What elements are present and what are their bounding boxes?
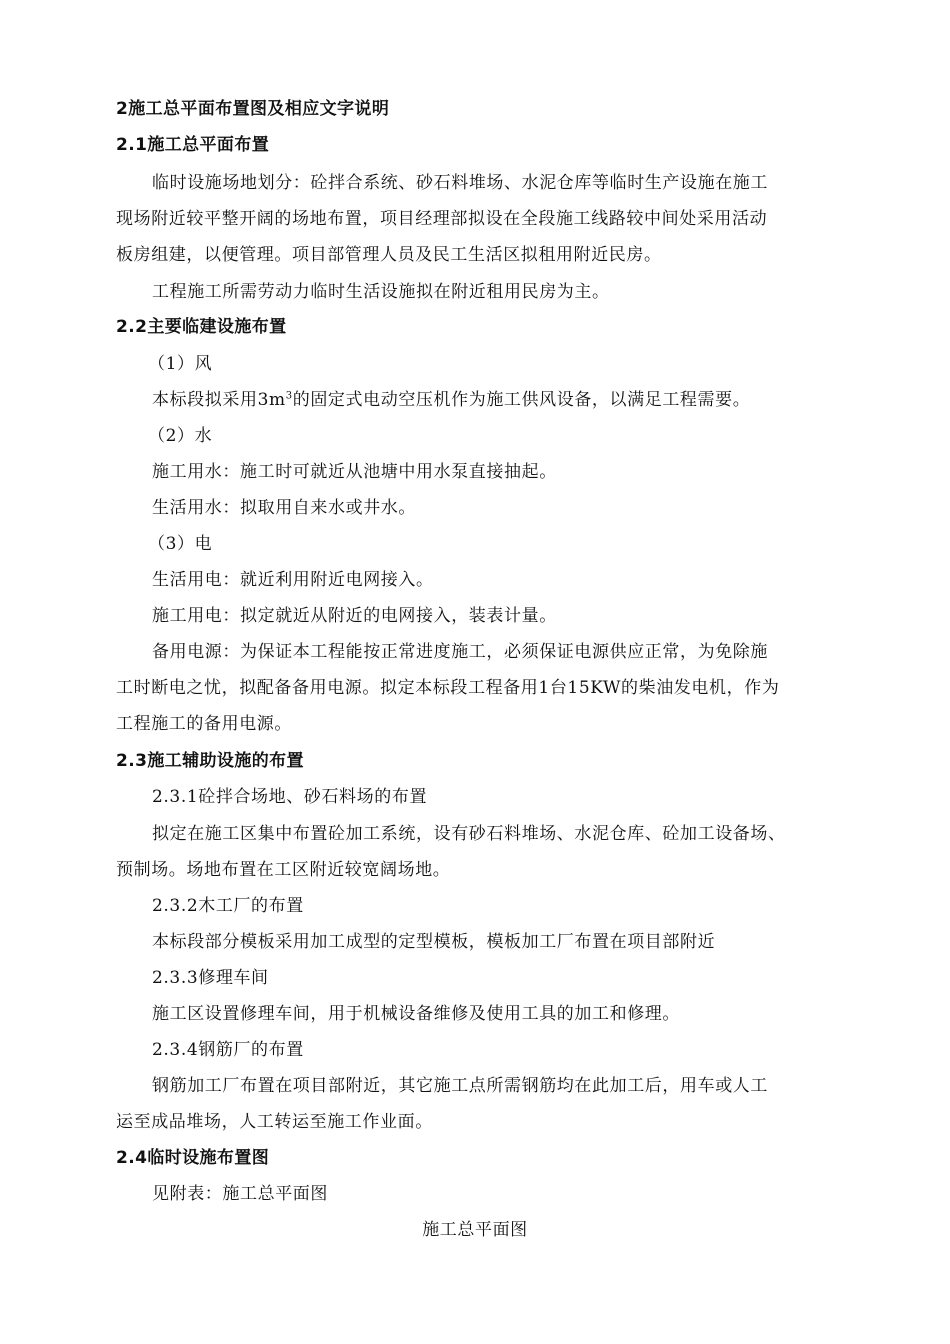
paragraph-line: 工程施工的备用电源。	[116, 714, 292, 734]
paragraph-line: 钢筋加工厂布置在项目部附近，其它施工点所需钢筋均在此加工后，用车或人工	[152, 1076, 768, 1096]
paragraph-line: 拟定在施工区集中布置砼加工系统，设有砂石料堆场、水泥仓库、砼加工设备场、	[152, 824, 786, 844]
subsection-heading: 2.3.4钢筋厂的布置	[152, 1040, 304, 1060]
paragraph-line: 预制场。场地布置在工区附近较宽阔场地。	[116, 860, 451, 880]
paragraph-line: 生活用电：就近利用附近电网接入。	[152, 570, 434, 590]
paragraph-line: 施工区设置修理车间，用于机械设备维修及使用工具的加工和修理。	[152, 1004, 680, 1024]
wind-text-pre: 本标段拟采用3m	[152, 390, 286, 410]
subsection-heading: 2.3.2木工厂的布置	[152, 896, 304, 916]
section-heading-2-1: 2.1施工总平面布置	[116, 135, 270, 155]
paragraph-line: 见附表：施工总平面图	[152, 1184, 328, 1204]
document-title: 2施工总平面布置图及相应文字说明	[116, 99, 390, 119]
subsection-heading: 2.3.3修理车间	[152, 968, 269, 988]
section-heading-2-4: 2.4临时设施布置图	[116, 1148, 270, 1168]
paragraph-line: 施工用电：拟定就近从附近的电网接入，装表计量。	[152, 606, 557, 626]
paragraph-line: 生活用水：拟取用自来水或井水。	[152, 498, 416, 518]
item-label-power: （3）电	[148, 534, 213, 554]
section-heading-2-2: 2.2主要临建设施布置	[116, 317, 287, 337]
paragraph-line: 运至成品堆场，人工转运至施工作业面。	[116, 1112, 433, 1132]
subsection-heading: 2.3.1砼拌合场地、砂石料场的布置	[152, 787, 428, 807]
paragraph-line: 工程施工所需劳动力临时生活设施拟在附近租用民房为主。	[152, 282, 610, 302]
section-heading-2-3: 2.3施工辅助设施的布置	[116, 751, 304, 771]
item-label-water: （2）水	[148, 426, 213, 446]
wind-text-post: 的固定式电动空压机作为施工供风设备，以满足工程需要。	[292, 390, 751, 410]
paragraph-line: 临时设施场地划分：砼拌合系统、砂石料堆场、水泥仓库等临时生产设施在施工	[152, 173, 768, 193]
paragraph-line: 本标段部分模板采用加工成型的定型模板，模板加工厂布置在项目部附近	[152, 932, 716, 952]
paragraph-line	[152, 389, 750, 411]
paragraph-line: 备用电源：为保证本工程能按正常进度施工，必须保证电源供应正常，为免除施	[152, 642, 768, 662]
paragraph-line: 工时断电之忧，拟配备备用电源。拟定本标段工程备用1台15KW的柴油发电机，作为	[116, 678, 780, 698]
paragraph-line: 现场附近较平整开阔的场地布置，项目经理部拟设在全段施工线路较中间处采用活动	[116, 209, 768, 229]
figure-caption: 施工总平面图	[422, 1220, 528, 1240]
paragraph-line: 板房组建，以便管理。项目部管理人员及民工生活区拟租用附近民房。	[116, 245, 662, 265]
paragraph-line: 施工用水：施工时可就近从池塘中用水泵直接抽起。	[152, 462, 557, 482]
wind-text-sup: 3	[285, 390, 293, 402]
item-label-wind: （1）风	[148, 354, 213, 374]
